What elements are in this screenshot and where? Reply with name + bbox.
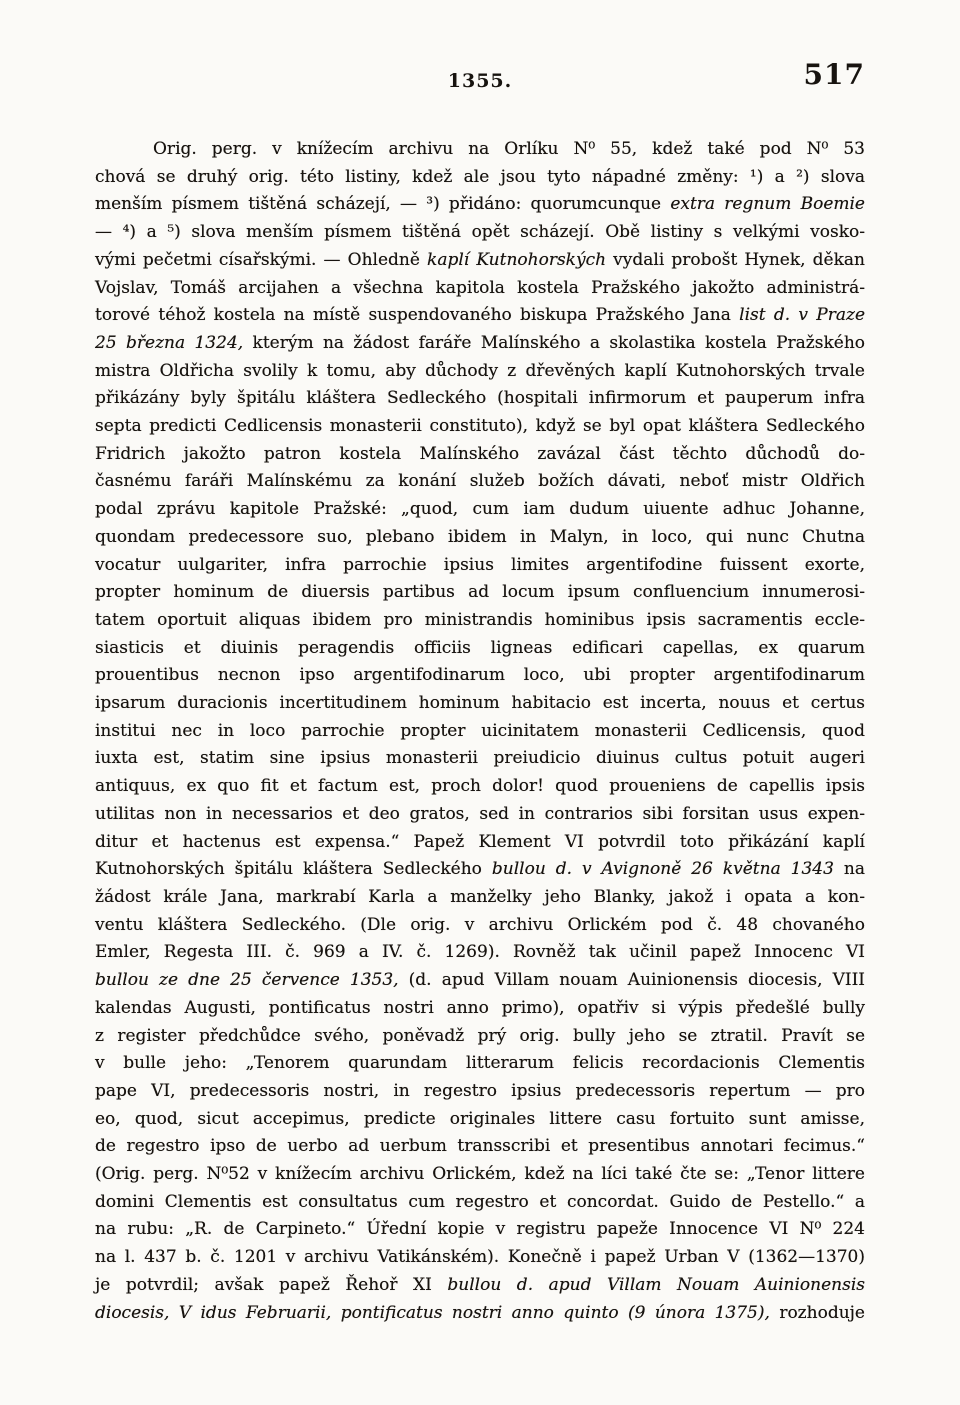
text-line [95,1023,865,1051]
text-segment: žádost krále Jana, markrabí Karla a manželky jeho Blanky, jakož i opata a kon- [95,886,865,907]
text-segment: ditur et hactenus est expensa.“ Papež Klement VI potvrdil toto přikázání kaplí [95,831,865,852]
italic-text-segment: bullou ze dne 25 července 1353, [95,970,399,991]
text-segment: na rubu: „R. de Carpineto.“ Úřední kopie v registru papeže Innocence VI N⁰ 224 [95,1219,865,1240]
text-segment: antiquus, ex quo fit et factum est, proch dolor! quod proueniens de capellis ipsis [95,776,865,797]
text-line [95,662,865,690]
text-line [95,856,865,884]
text-line [95,635,865,663]
text-segment: quondam predecessore suo, plebano ibidem in Malyn, in loco, qui nunc Chutna [95,526,865,547]
text-line [95,1216,865,1244]
italic-text-segment: kaplí Kutnohorských [427,249,607,270]
text-line [95,136,865,164]
text-segment: Emler, Regesta III. č. 969 a IV. č. 1269). Rovněž tak učinil papež Innocenc VI [95,942,865,963]
text-line [95,995,865,1023]
text-line [95,413,865,441]
text-segment: (d. apud Villam nouam Auinionensis diocesis, VIII [398,970,866,991]
text-segment: na l. 437 b. č. 1201 v archivu Vatikánském). Konečně i papež Urban V (1362—1370) [95,1247,865,1268]
text-line [95,1050,865,1078]
text-segment: (Orig. perg. N⁰52 v knížecím archivu Orlickém, kdež na líci také čte se: „Tenor littere [95,1164,865,1185]
text-segment: časnému faráři Malínskému za konání služeb božích dávati, neboť mistr Oldřich [95,471,865,492]
italic-text-segment: bullou d. v Avignoně 26 května 1343 [491,859,834,880]
text-segment: institui nec in loco parrochie propter uicinitatem monasterii Cedlicensis, quod [95,720,865,741]
text-segment: tatem oportuit aliquas ibidem pro ministrandis hominibus ipsis sacramentis eccle- [95,609,865,630]
text-segment: vocatur uulgariter, infra parrochie ipsius limites argentifodine fuissent exorte, [95,554,865,575]
text-segment: na [833,859,865,880]
text-line [95,524,865,552]
text-segment: je potvrdil; avšak papež Řehoř XI [95,1274,448,1295]
text-segment: ipsarum duracionis incertitudinem hominum habitacio est incerta, nouus et certus [95,693,865,714]
text-line [95,1133,865,1161]
text-line [95,385,865,413]
text-line [95,191,865,219]
text-segment: přikázány byly špitálu kláštera Sedleckého (hospitali infirmorum et pauperum infra [95,388,865,409]
text-segment: mistra Oldřicha svolily k tomu, aby důchody z dřevěných kaplí Kutnohorských trvale [95,360,865,381]
text-segment: vydali probošt Hynek, děkan [606,249,865,270]
text-segment: chová se druhý orig. této listiny, kdež ale jsou tyto nápadné změny: ¹) a ²) slova [95,166,865,187]
text-segment: menším písmem tištěná scházejí, — ³) přidáno: quorumcunque [95,194,671,215]
text-line [95,939,865,967]
text-segment: siasticis et diuinis peragendis officiis ligneas edificari capellas, ex quarum [95,637,865,658]
text-line [95,468,865,496]
text-segment: z register předchůdce svého, poněvadž prý orig. bully jeho se ztratil. Pravít se [95,1025,865,1046]
text-line [95,718,865,746]
text-segment: kterým na žádost faráře Malínského a skolastika kostela Pražského [243,332,866,353]
text-line [95,607,865,635]
text-segment: v bulle jeho: „Tenorem quarundam litterarum felicis recordacionis Clementis [95,1053,865,1074]
page-number: 517 [803,58,865,91]
text-segment: Orig. perg. v knížecím archivu na Orlíku N⁰ 55, kdež také pod N⁰ 53 [153,139,865,159]
italic-text-segment: extra regnum Boemie [670,194,865,215]
text-line [95,552,865,580]
text-line [95,330,865,358]
text-segment: prouentibus necnon ipso argentifodinarum loco, ubi propter argentifodinarum [95,665,865,686]
text-line [95,690,865,718]
italic-text-segment: 25 března 1324, [95,332,244,353]
text-line [95,801,865,829]
text-line [95,773,865,801]
text-line [95,164,865,192]
text-line [95,579,865,607]
text-line [95,1244,865,1272]
text-line [95,496,865,524]
text-line [95,829,865,857]
text-line [95,912,865,940]
text-segment: propter hominum de diuersis partibus ad locum ipsum confluencium innumerosi- [95,582,865,603]
text-line [95,1106,865,1134]
text-segment: Vojslav, Tomáš arcijahen a všechna kapitola kostela Pražského jakožto administrá- [95,277,865,298]
text-segment: Fridrich jakožto patron kostela Malínského zavázal část těchto důchodů do- [95,443,865,464]
text-line [95,441,865,469]
text-line [95,302,865,330]
text-segment: ventu kláštera Sedleckého. (Dle orig. v archivu Orlickém pod č. 48 chovaného [95,914,865,935]
text-segment: utilitas non in necessarios et deo gratos, sed in contrarios sibi forsitan usus expen- [95,803,865,824]
text-segment: kalendas Augusti, pontificatus nostri anno primo), opatřiv si výpis předešlé bully [95,997,865,1018]
text-segment: vými pečetmi císařskými. — Ohledně [95,249,428,270]
text-segment: pape VI, predecessoris nostri, in regestro ipsius predecessoris repertum — pro [95,1080,865,1101]
text-line [95,1161,865,1189]
header-year: 1355. [447,70,513,92]
text-segment: podal zprávu kapitole Pražské: „quod, cum iam dudum uiuente adhuc Johanne, [95,499,865,520]
text-line [95,219,865,247]
text-segment: torové téhož kostela na místě suspendovaného biskupa Pražského Jana [95,305,740,326]
text-line [95,967,865,995]
text-line [95,884,865,912]
text-line [95,275,865,303]
text-line [95,247,865,275]
text-segment: de regestro ipso de uerbo ad uerbum transscribi et presentibus annotari fecimus.“ [95,1136,865,1157]
text-line [95,358,865,386]
text-segment: septa predicti Cedlicensis monasterii constituto), když se byl opat kláštera Sedleckého [95,416,865,437]
text-line [95,1272,865,1300]
text-line [95,1078,865,1106]
text-segment: — ⁴) a ⁵) slova menším písmem tištěná opět scházejí. Obě listiny s velkými vosko- [95,222,865,243]
text-segment: iuxta est, statim sine ipsius monasterii preiudicio diuinus cultus potuit augeri [95,748,865,769]
text-line [95,1189,865,1217]
italic-text-segment: list d. v Praze [739,305,866,326]
body-text [95,136,865,1327]
text-segment: eo, quod, sicut accepimus, predicte originales littere casu fortuito sunt amisse, [95,1108,865,1129]
italic-text-segment: diocesis, V idus Februarii, pontificatus nostri anno quinto (9 února 1375), [95,1302,770,1323]
text-segment: Kutnohorských špitálu kláštera Sedleckého [95,859,492,880]
italic-text-segment: bullou d. apud Villam Nouam Auinionensis [447,1274,865,1295]
text-line [95,745,865,773]
text-segment: domini Clementis est consultatus cum regestro et concordat. Guido de Pestello.“ a [95,1191,865,1212]
text-line [95,1300,865,1328]
text-segment: rozhoduje [769,1302,865,1323]
